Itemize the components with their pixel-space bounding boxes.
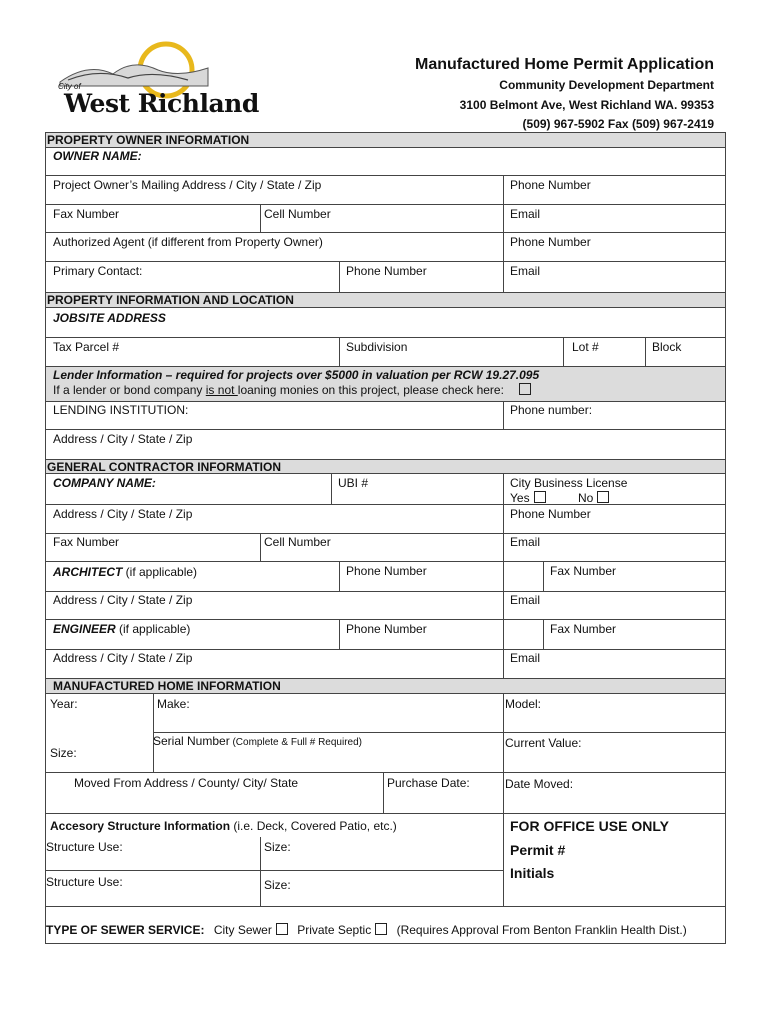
license-yes-checkbox[interactable] — [534, 491, 546, 503]
contractor-cell-label: Cell Number — [264, 535, 331, 549]
purchase-date-label: Purchase Date: — [387, 776, 470, 790]
lender-check-text-b: loaning monies on this project, please check here: — [237, 383, 504, 397]
sewer-label: TYPE OF SEWER SERVICE: — [46, 923, 205, 937]
serial-number-label — [153, 734, 362, 750]
engineer-label — [53, 622, 190, 636]
office-permit-label: Permit # — [510, 842, 566, 858]
property-section-title: PROPERTY INFORMATION AND LOCATION — [47, 293, 294, 307]
engineer-fax-label: Fax Number — [550, 622, 617, 636]
license-no — [578, 491, 609, 505]
city-sewer-checkbox[interactable] — [276, 923, 288, 935]
serial-number-note: (Complete & Full # Required) — [229, 737, 362, 748]
contractor-fax-label: Fax Number — [53, 535, 120, 549]
lender-address-label: Address / City / State / Zip — [53, 432, 193, 446]
department-phone-fax: (509) 967-5902 Fax (509) 967-2419 — [522, 117, 714, 131]
block-label: Block — [652, 340, 682, 354]
city-logo — [58, 40, 259, 125]
structure-use-1-label: Structure Use: — [46, 840, 123, 854]
lender-check-text — [53, 383, 531, 397]
logo-city-of: City of — [58, 82, 81, 91]
septic-approval-note: (Requires Approval From Benton Franklin Health Dist.) — [396, 923, 687, 937]
owner-section-title: PROPERTY OWNER INFORMATION — [47, 133, 250, 147]
home-make-label: Make: — [157, 697, 190, 711]
contractor-section-title: GENERAL CONTRACTOR INFORMATION — [47, 460, 281, 474]
architect-label-suffix: (if applicable) — [122, 565, 198, 579]
architect-label — [53, 565, 197, 579]
architect-label-bold: ARCHITECT — [53, 565, 123, 579]
lender-phone-label: Phone number: — [510, 403, 593, 417]
sewer-row — [46, 923, 687, 937]
lender-title: Lender Information – required for projects over $5000 in valuation per RCW 19.27.095 — [53, 368, 540, 382]
contractor-address-label: Address / City / State / Zip — [53, 507, 193, 521]
license-yes — [510, 491, 546, 505]
primary-phone-label: Phone Number — [346, 264, 427, 278]
engineer-phone-label: Phone Number — [346, 622, 427, 636]
license-no-label: No — [578, 491, 594, 505]
home-size-label: Size: — [50, 746, 77, 760]
office-initials-label: Initials — [510, 865, 555, 881]
architect-fax-label: Fax Number — [550, 564, 617, 578]
lender-check-text-not: is not — [205, 383, 238, 397]
agent-label: Authorized Agent (if different from Property Owner) — [53, 235, 323, 249]
accessory-title-note: (i.e. Deck, Covered Patio, etc.) — [230, 819, 397, 833]
home-model-label: Model: — [505, 697, 542, 711]
ubi-label: UBI # — [338, 476, 369, 490]
accessory-title — [50, 819, 397, 833]
jobsite-label: JOBSITE ADDRESS — [53, 311, 166, 325]
serial-number-text: Serial Number — [153, 734, 230, 748]
architect-address-label: Address / City / State / Zip — [53, 593, 193, 607]
engineer-label-bold: ENGINEER — [53, 622, 116, 636]
department-name: Community Development Department — [499, 78, 714, 92]
structure-use-2-label: Structure Use: — [46, 875, 123, 889]
lot-label: Lot # — [572, 340, 599, 354]
logo-city-name: West Richland — [64, 89, 259, 118]
architect-email-label: Email — [510, 593, 541, 607]
structure-size-1-label: Size: — [264, 840, 291, 854]
accessory-title-bold: Accesory Structure Information — [50, 819, 231, 833]
contractor-email-label: Email — [510, 535, 541, 549]
home-year-label: Year: — [50, 697, 78, 711]
primary-contact-label: Primary Contact: — [53, 264, 143, 278]
private-septic-label: Private Septic — [297, 923, 372, 937]
agent-phone-label: Phone Number — [510, 235, 591, 249]
owner-fax-label: Fax Number — [53, 207, 120, 221]
license-no-checkbox[interactable] — [597, 491, 609, 503]
structure-size-2-label: Size: — [264, 878, 291, 892]
owner-phone-label: Phone Number — [510, 178, 591, 192]
owner-name-label: OWNER NAME: — [53, 149, 142, 163]
office-use-title: FOR OFFICE USE ONLY — [510, 818, 669, 834]
no-lender-checkbox[interactable] — [519, 383, 531, 395]
engineer-label-suffix: (if applicable) — [115, 622, 191, 636]
lending-institution-label: LENDING INSTITUTION: — [53, 403, 189, 417]
owner-email-label: Email — [510, 207, 541, 221]
company-name-label: COMPANY NAME: — [53, 476, 156, 490]
moved-from-label: Moved From Address / County/ City/ State — [74, 776, 299, 790]
subdivision-label: Subdivision — [346, 340, 408, 354]
owner-mailing-label: Project Owner’s Mailing Address / City / State / Zip — [53, 178, 322, 192]
contractor-phone-label: Phone Number — [510, 507, 591, 521]
engineer-address-label: Address / City / State / Zip — [53, 651, 193, 665]
business-license-label: City Business License — [510, 476, 628, 490]
primary-email-label: Email — [510, 264, 541, 278]
tax-parcel-label: Tax Parcel # — [53, 340, 120, 354]
private-septic-checkbox[interactable] — [375, 923, 387, 935]
date-moved-label: Date Moved: — [505, 777, 574, 791]
city-sewer-label: City Sewer — [213, 923, 272, 937]
license-yes-label: Yes — [510, 491, 530, 505]
current-value-label: Current Value: — [505, 736, 582, 750]
engineer-email-label: Email — [510, 651, 541, 665]
department-address: 3100 Belmont Ave, West Richland WA. 99353 — [459, 98, 714, 112]
form-title: Manufactured Home Permit Application — [415, 56, 714, 73]
home-section-title: MANUFACTURED HOME INFORMATION — [53, 679, 281, 693]
architect-phone-label: Phone Number — [346, 564, 427, 578]
owner-cell-label: Cell Number — [264, 207, 331, 221]
lender-check-text-a: If a lender or bond company — [53, 383, 206, 397]
